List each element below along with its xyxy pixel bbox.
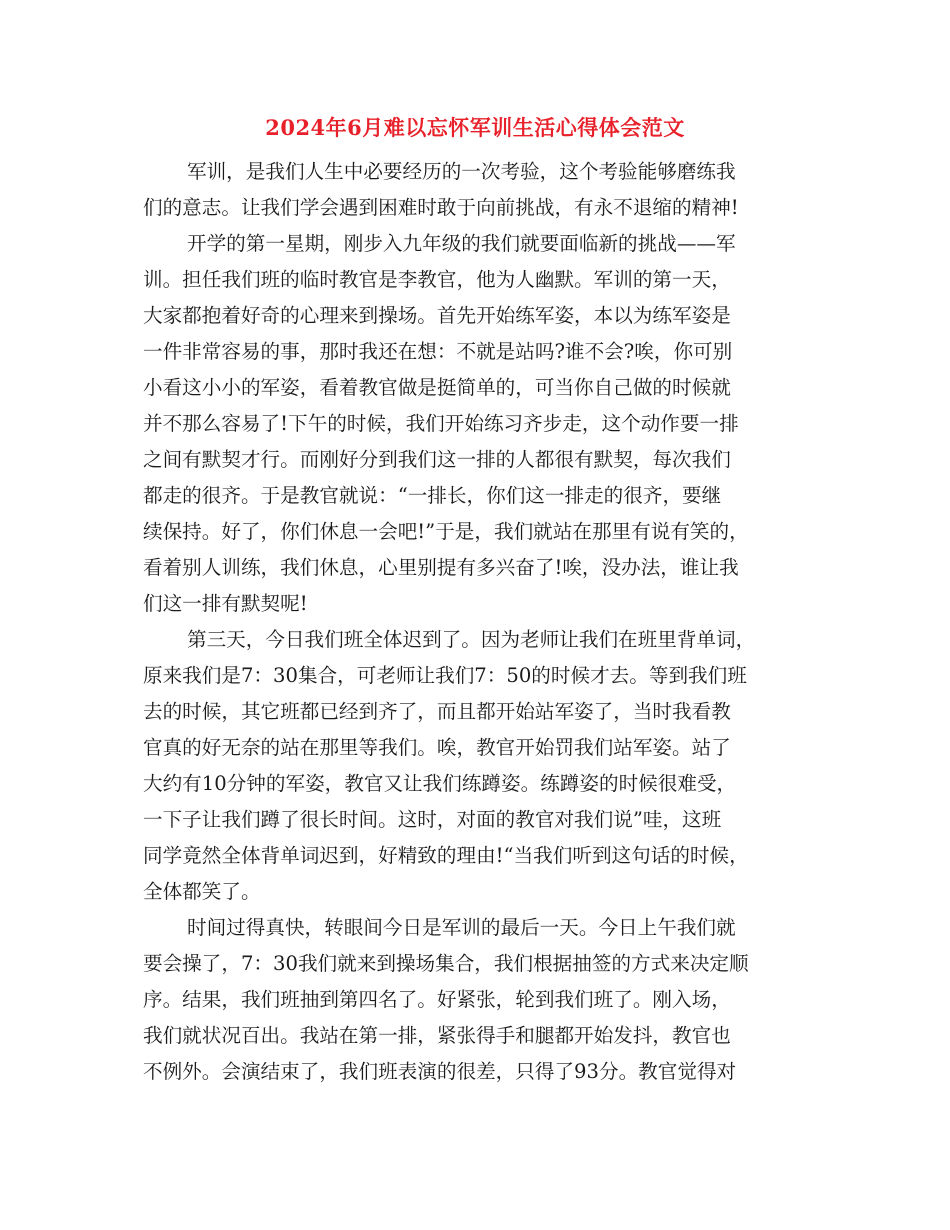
text-line: 训。担任我们班的临时教官是李教官，他为人幽默。军训的第一天， [143,268,731,291]
text-line: 同学竟然全体背单词迟到，好精致的理由!“当我们听到这句话的时候， [143,844,749,867]
text-line: 看着别人训练，我们休息，心里别提有多兴奋了!唉，没办法，谁让我 [143,556,739,579]
text-line: 们的意志。让我们学会遇到困难时敢于向前挑战，有永不退缩的精神! [143,196,739,219]
paragraph-first-line: 时间过得真快，转眼间今日是军训的最后一天。今日上午我们就 [187,916,736,939]
text-line: 去的时候，其它班都已经到齐了，而且都开始站军姿了，当时我看教 [143,700,731,723]
text-line: 们这一排有默契呢! [143,592,308,615]
paragraph-first-line: 开学的第一星期，刚步入九年级的我们就要面临新的挑战——军 [187,232,736,255]
text-line: 不例外。会演结束了，我们班表演的很差，只得了93分。教官觉得对 [143,1060,737,1083]
text-line: 大约有10分钟的军姿，教官又让我们练蹲姿。练蹲姿的时候很难受， [143,772,737,795]
text-line: 我们就状况百出。我站在第一排，紧张得手和腿都开始发抖，教官也 [143,1024,731,1047]
text-line: 一下子让我们蹲了很长时间。这时，对面的教官对我们说”哇，这班 [143,808,722,831]
text-line: 一件非常容易的事，那时我还在想：不就是站吗?谁不会?唉，你可别 [143,340,733,363]
text-line: 小看这小小的军姿，看着教官做是挺简单的，可当你自己做的时候就 [143,376,731,399]
text-line: 要会操了，7：30我们就来到操场集合，我们根据抽签的方式来决定顺 [143,952,749,975]
document-body [143,154,813,1090]
paragraph-first-line: 第三天，今日我们班全体迟到了。因为老师让我们在班里背单词， [187,628,756,651]
text-line: 官真的好无奈的站在那里等我们。唉，教官开始罚我们站军姿。站了 [143,736,731,759]
text-line: 全体都笑了。 [143,880,261,903]
text-line: 并不那么容易了!下午的时候，我们开始练习齐步走，这个动作要一排 [143,412,739,435]
text-line: 序。结果，我们班抽到第四名了。好紧张，轮到我们班了。刚入场， [143,988,731,1011]
text-line: 都走的很齐。于是教官就说：“一排长，你们这一排走的很齐，要继 [143,484,722,507]
document-title: 2024年6月难以忘怀军训生活心得体会范文 [265,115,685,140]
text-line: 之间有默契才行。而刚好分到我们这一排的人都很有默契，每次我们 [143,448,731,471]
text-line: 大家都抱着好奇的心理来到操场。首先开始练军姿，本以为练军姿是 [143,304,731,327]
text-line: 续保持。好了，你们休息一会吧!”于是，我们就站在那里有说有笑的， [143,520,749,543]
paragraph-first-line: 军训，是我们人生中必要经历的一次考验，这个考验能够磨练我 [187,160,736,183]
text-line: 原来我们是7：30集合，可老师让我们7：50的时候才去。等到我们班 [143,664,747,687]
